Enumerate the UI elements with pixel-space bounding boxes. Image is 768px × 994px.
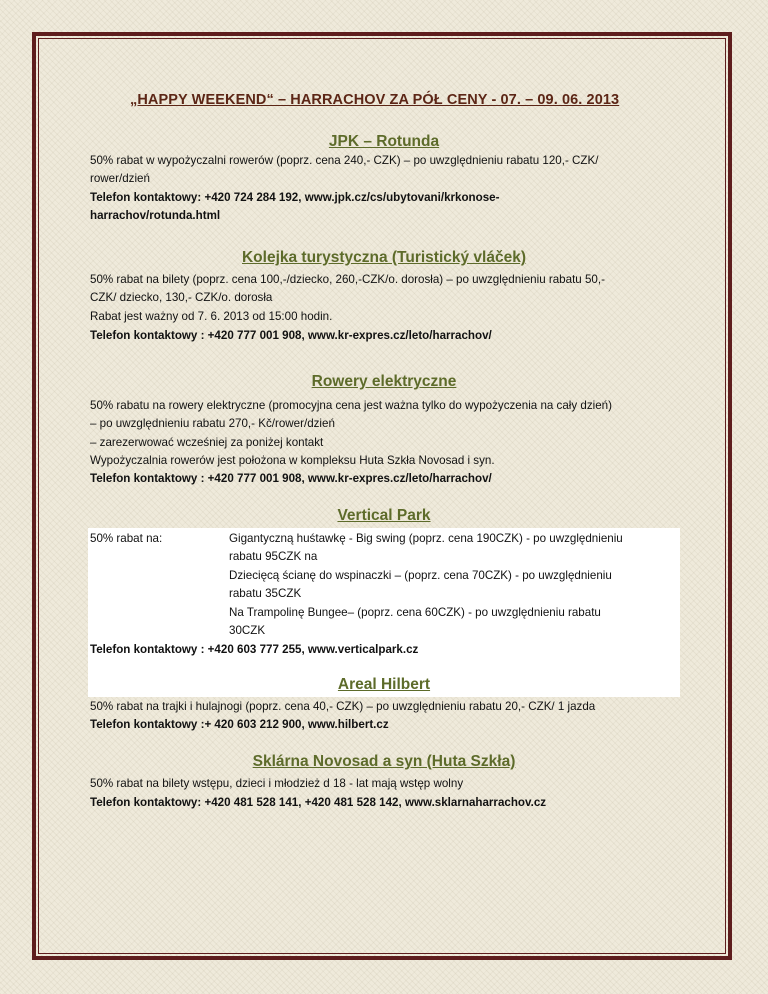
- section-heading-jpk-rotunda: JPK – Rotunda: [328, 133, 440, 150]
- offer-item: rabatu 35CZK: [229, 587, 302, 600]
- section-text: 50% rabat na bilety (poprz. cena 100,-/dziecko, 260,-CZK/o. dorosła) – po uwzględnieniu rabatu 50,-: [90, 273, 605, 286]
- section-text: 50% rabat na trajki i hulajnogi (poprz. cena 40,- CZK) – po uwzględnieniu rabatu 20,- CZK/ 1 jazda: [90, 700, 596, 713]
- section-text: – zarezerwować wcześniej za poniżej kontakt: [90, 436, 324, 449]
- contact-line: Telefon kontaktowy :+ 420 603 212 900, www.hilbert.cz: [90, 718, 389, 731]
- section-heading-kolejka: Kolejka turystyczna (Turistický vláček): [241, 249, 526, 266]
- offer-item: 30CZK: [229, 624, 266, 637]
- contact-line: harrachov/rotunda.html: [90, 209, 221, 222]
- offer-item: Gigantyczną huśtawkę - Big swing (poprz. cena 190CZK) - po uwzględnieniu: [229, 532, 623, 545]
- section-text: Rabat jest ważny od 7. 6. 2013 od 15:00 hodin.: [90, 310, 333, 323]
- contact-line: Telefon kontaktowy : +420 777 001 908, www.kr-expres.cz/leto/harrachov/: [90, 472, 492, 485]
- page-title: „HAPPY WEEKEND“ – HARRACHOV ZA PÓŁ CENY - 07. – 09. 06. 2013: [130, 92, 620, 108]
- contact-line: Telefon kontaktowy : +420 777 001 908, www.kr-expres.cz/leto/harrachov/: [90, 329, 492, 342]
- section-text: 50% rabat w wypożyczalni rowerów (poprz. cena 240,- CZK) – po uwzględnieniu rabatu 120,- CZK/: [90, 154, 599, 167]
- section-text: rower/dzień: [90, 172, 150, 185]
- section-heading-areal-hilbert: Areal Hilbert: [337, 676, 431, 693]
- contact-line: Telefon kontaktowy: +420 724 284 192, www.jpk.cz/cs/ubytovani/krkonose-: [90, 191, 500, 204]
- section-text: 50% rabatu na rowery elektryczne (promocyjna cena jest ważna tylko do wypożyczenia na cały dzień): [90, 399, 612, 412]
- section-text: – po uwzględnieniu rabatu 270,- Kč/rower/dzień: [90, 417, 335, 430]
- contact-line: Telefon kontaktowy : +420 603 777 255, www.verticalpark.cz: [90, 643, 419, 656]
- offer-item: Dziecięcą ścianę do wspinaczki – (poprz. cena 70CZK) - po uwzględnieniu: [229, 569, 612, 582]
- offer-label: 50% rabat na:: [90, 532, 163, 545]
- section-heading-sklarna: Sklárna Novosad a syn (Huta Szkła): [252, 753, 516, 770]
- contact-line: Telefon kontaktowy: +420 481 528 141, +420 481 528 142, www.sklarnaharrachov.cz: [90, 796, 547, 809]
- offer-item: rabatu 95CZK na: [229, 550, 318, 563]
- section-text: Wypożyczalnia rowerów jest położona w kompleksu Huta Szkła Novosad i syn.: [90, 454, 495, 467]
- section-heading-rowery: Rowery elektryczne: [311, 373, 457, 390]
- section-text: 50% rabat na bilety wstępu, dzieci i młodzież d 18 - lat mają wstęp wolny: [90, 777, 464, 790]
- section-text: CZK/ dziecko, 130,- CZK/o. dorosła: [90, 291, 273, 304]
- section-heading-vertical-park: Vertical Park: [337, 507, 431, 524]
- offer-item: Na Trampolinę Bungee– (poprz. cena 60CZK) - po uwzględnieniu rabatu: [229, 606, 601, 619]
